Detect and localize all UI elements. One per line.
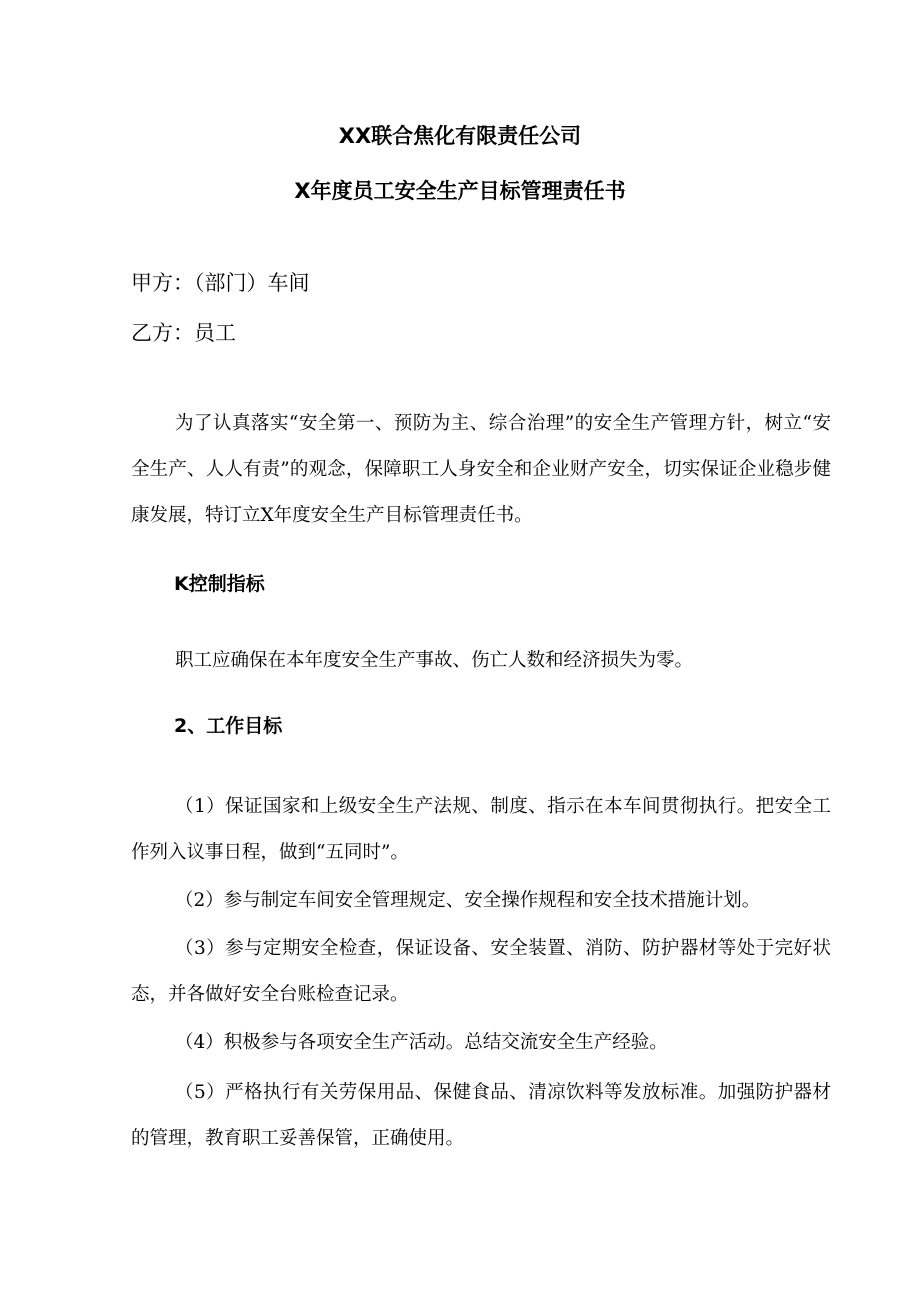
section-heading-work-goals: 2、工作目标 (174, 715, 283, 737)
work-goal-item: （3）参与定期安全检查，保证设备、安全装置、消防、防护器材等处于完好状态，并各做好安全台账检查记录。 (131, 938, 831, 1005)
work-goal-item: （2）参与制定车间安全管理规定、安全操作规程和安全技术措施计划。 (175, 890, 761, 911)
company-title: XX联合焦化有限责任公司 (338, 124, 582, 148)
work-goal-item: （5）严格执行有关劳保用品、保健食品、清凉饮料等发放标准。加强防护器材的管理，教育职工妥善保管，正确使用。 (131, 1082, 831, 1149)
intro-paragraph: 为了认真落实“安全第一、预防为主、综合治理”的安全生产管理方针，树立“安全生产、人人有责”的观念，保障职工人身安全和企业财产安全，切实保证企业稳步健康发展，特订立X年度安全生产目标管理责任书。 (131, 413, 831, 526)
work-goal-item: （4）积极参与各项安全生产活动。总结交流安全生产经验。 (175, 1032, 668, 1053)
document-title: X年度员工安全生产目标管理责任书 (294, 179, 626, 203)
party-a: 甲方：（部门）车间 (131, 271, 310, 295)
party-b: 乙方：员工 (131, 321, 236, 345)
work-goal-item: （1）保证国家和上级安全生产法规、制度、指示在本车间贯彻执行。把安全工作列入议事日程，做到“五同时”。 (131, 796, 831, 863)
section-heading-control-indicators: K控制指标 (174, 573, 265, 595)
control-indicator-paragraph: 职工应确保在本年度安全生产事故、伤亡人数和经济损失为零。 (175, 650, 694, 671)
